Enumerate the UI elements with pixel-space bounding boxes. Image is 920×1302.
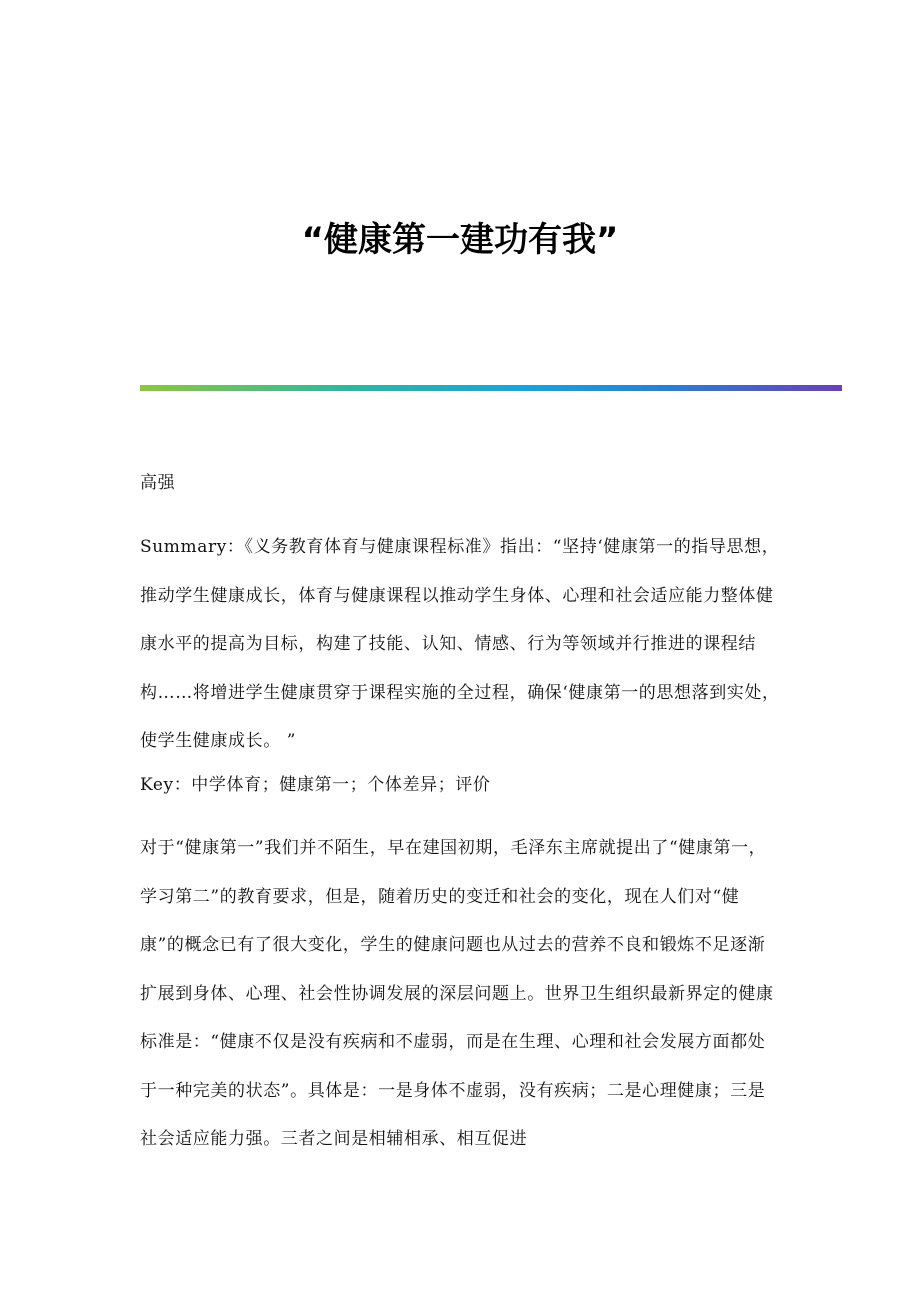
document-title: “健康第一建功有我” [301, 220, 619, 260]
body-paragraph: 对于“健康第一”我们并不陌生，早在建国初期，毛泽东主席就提出了“健康第一，学习第二”的教育要求，但是，随着历史的变迁和社会的变化，现在人们对“健康”的概念已有了很大变化，学生的健康问题也从过去的营养不良和锻炼不足逐渐扩展到身体、心理、社会性协调发展的深层问题上。世界卫生组织最新界定的健康标准是：“健康不仅是没有疾病和不虚弱，而是在生理、心理和社会发展方面都处于一种完美的状态”。具体是：一是身体不虚弱，没有疾病；二是心理健康；三是社会适应能力强。三者之间是相辅相承、相互促进 [140, 838, 774, 1149]
gradient-divider [140, 385, 842, 391]
keywords-line: Key：中学体育；健康第一；个体差异；评价 [140, 775, 491, 795]
author-name: 高强 [140, 473, 176, 493]
summary-paragraph: Summary：《义务教育体育与健康课程标准》指出：“坚持‘健康第一的指导思想，推动学生健康成长，体育与健康课程以推动学生身体、心理和社会适应能力整体健康水平的提高为目标，构建了技能、认知、情感、行为等领域并行推进的课程结构……将增进学生健康贯穿于课程实施的全过程，确保‘健康第一的思想落到实处，使学生健康成长。 ” [140, 537, 780, 751]
